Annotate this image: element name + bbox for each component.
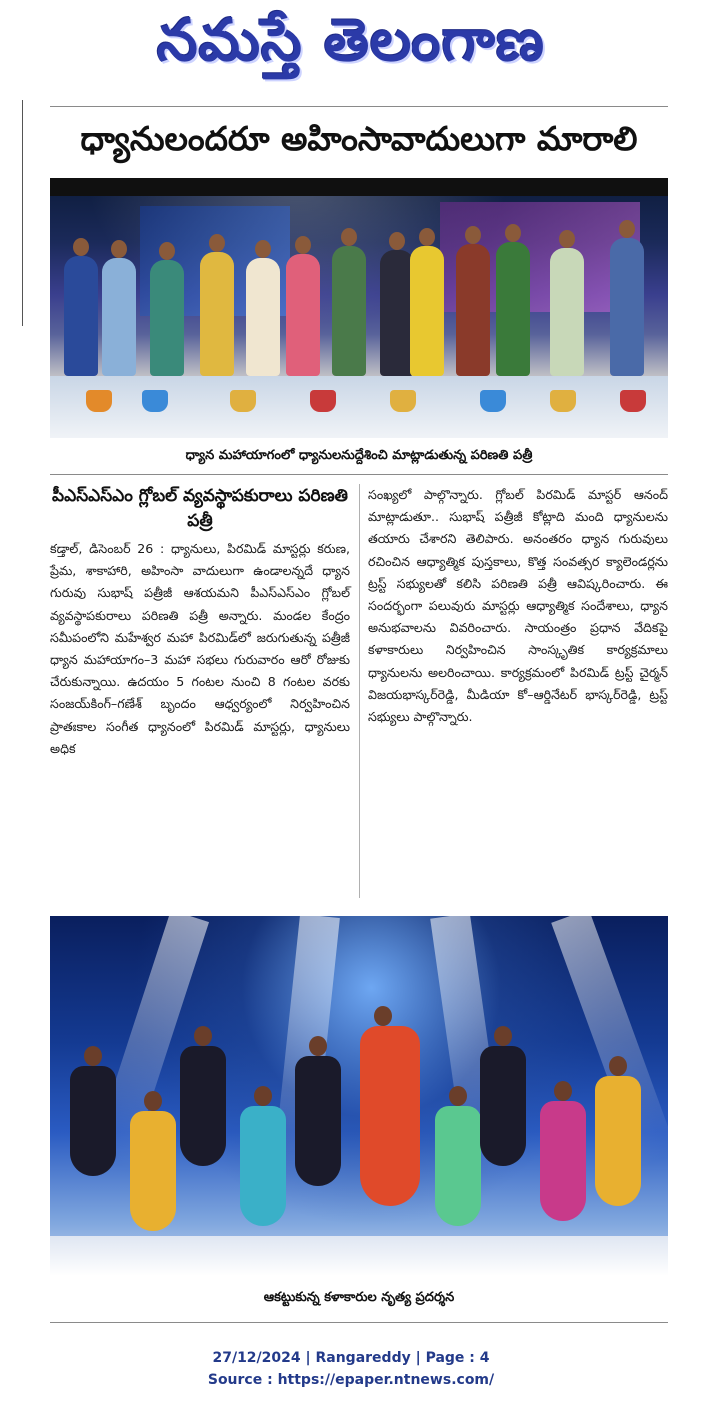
edition-info: 27/12/2024 | Rangareddy | Page : 4 bbox=[212, 1350, 490, 1366]
article-column-2: సంఖ్యలో పాల్గొన్నారు. గ్లోబల్ పిరమిడ్ మాస్టర్ ఆనంద్ మాట్లాడుతూ.. సుభాష్ పత్రీజీ కోట్లాది మంది ధ్యానులను తయారు చేశారని తెలిపారు. అనంతరం ధ్యాన గురువులు రచించిన ఆధ్యాత్మిక పుస్తకాలు, కొత్త సంవత్సర క్యాలెండర్లను ట్రస్ట్ సభ్యులతో కలిసి పరిణతి పత్రీ ఆవిష్కరించారు. ఈ సందర్భంగా పలువురు మాస్టర్లు ఆధ్యాత్మిక సందేశాలు, ధ్యాన అనుభవాలను వివరించారు. సాయంత్రం ప్రధాన వేదికపై కళాకారులు నిర్వహించిన సాంస్కృతిక కార్యక్రమాలు ధ్యానులను అలరించాయి. కార్యక్రమంలో పిరమిడ్ ట్రస్ట్ చైర్మన్ విజయభాస్కర్‌రెడ్డి, మీడియా కో–ఆర్డినేటర్ భాస్కర్‌రెడ్డి, ట్రస్ట్ సభ్యులు పాల్గొన్నారు. bbox=[368, 487, 668, 725]
event-stage-photo bbox=[50, 178, 668, 438]
article-subhead: పీఎస్ఎస్ఎం గ్లోబల్ వ్యవస్థాపకురాలు పరిణతి పత్రీ bbox=[52, 486, 348, 531]
caption-divider bbox=[50, 474, 668, 475]
dance-performance-photo bbox=[50, 916, 668, 1276]
photo-caption-bottom: ఆకట్టుకున్న కళాకారుల నృత్య ప్రదర్శన bbox=[263, 1290, 455, 1305]
masthead bbox=[0, 0, 702, 100]
source-info: Source : https://epaper.ntnews.com/ bbox=[207, 1372, 495, 1388]
article-column-1: కడ్తాల్, డిసెంబర్ 26 : ధ్యానులు, పిరమిడ్ మాస్టర్లు కరుణ, ప్రేమ, శాకాహారి, అహింసా వాదులుగా ఉండాలన్నదే ధ్యాన గురువు సుభాష్ పత్రీజీ ఆశయమని పీఎస్ఎస్ఎం గ్లోబల్ వ్యవస్థాపకురాలు పరిణతి పత్రీ అన్నారు. మండల కేంద్రం సమీపంలోని మహేశ్వర మహా పిరమిడ్‌లో జరుగుతున్న పత్రీజీ ధ్యాన మహాయాగం–3 మహా సభలు గురువారం ఆరో రోజుకు చేరుకున్నాయి. ఉదయం 5 గంటల నుంచి 8 గంటల వరకు సంజయ్‌కింగ్‌–గణేశ్ బృందం ఆధ్వర్యంలో నిర్వహించిన ప్రాతఃకాల సంగీత ధ్యానంలో పిరమిడ్ మాస్టర్లు, ధ్యానులు అధిక bbox=[50, 541, 350, 756]
photo-caption-top: ధ్యాన మహాయాగంలో ధ్యానులనుద్దేశించి మాట్లాడుతున్న పరిణతి పత్రీ bbox=[185, 448, 533, 463]
page-margin-line bbox=[22, 100, 23, 326]
top-divider bbox=[50, 106, 668, 107]
bottom-divider bbox=[50, 1322, 668, 1323]
column-divider bbox=[359, 484, 360, 898]
article-headline: ధ్యానులందరూ అహింసావాదులుగా మారాలి bbox=[80, 119, 638, 158]
masthead-title: నమస్తే తెలంగాణ bbox=[157, 6, 545, 74]
